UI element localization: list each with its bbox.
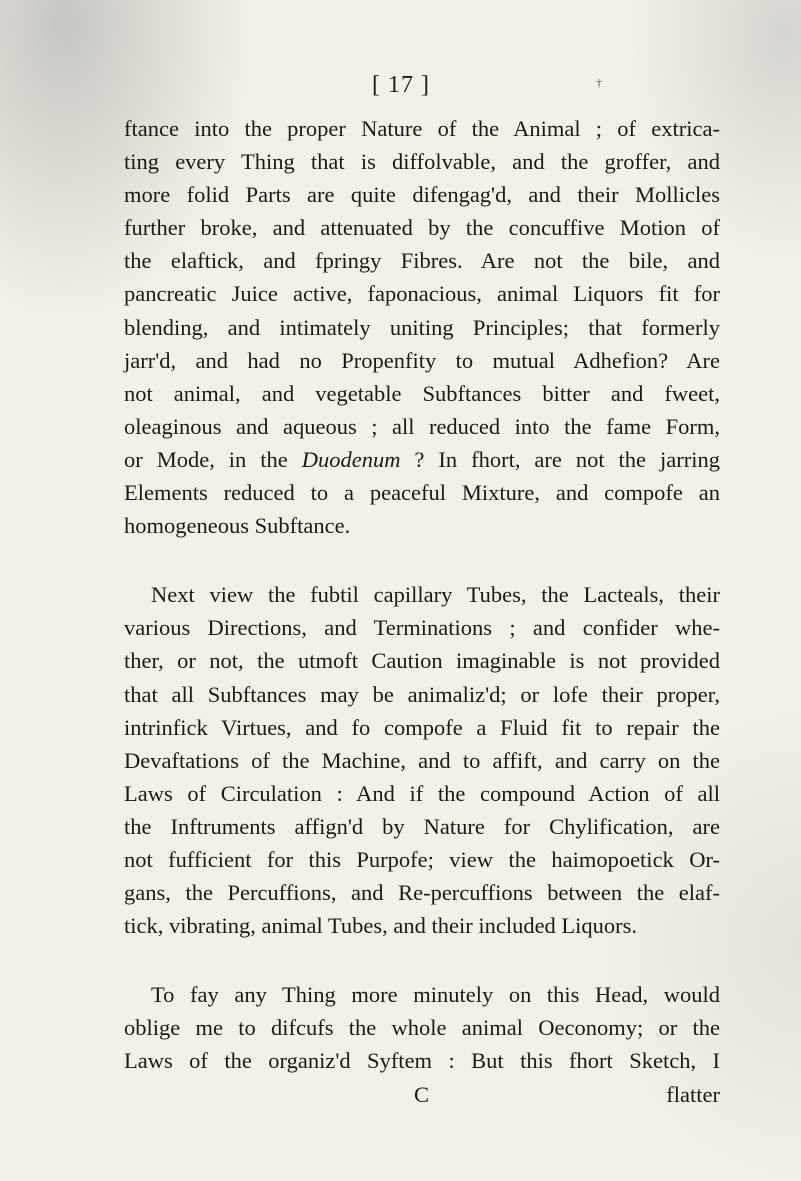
paragraph-gap: [124, 542, 720, 578]
paragraph-gap: [124, 942, 720, 978]
catchword: flatter: [666, 1081, 720, 1107]
text-line: oblige me to difcufs the whole animal Oeconomy; or the: [124, 1015, 720, 1041]
printer-mark: †: [596, 76, 603, 90]
signature-mark: C: [414, 1081, 430, 1107]
text-line: not fufficient for this Purpofe; view the haimopoetick Or-: [124, 846, 720, 872]
text-line: ting every Thing that is diffolvable, and the groffer, and: [124, 149, 720, 175]
text-line: tick, vibrating, animal Tubes, and their included Liquors.: [124, 913, 638, 939]
text-line: Laws of the organiz'd Syftem : But this fhort Sketch, I: [124, 1048, 720, 1074]
text-line: oleaginous and aqueous ; all reduced into the fame Form,: [124, 413, 720, 439]
text-line: that all Subftances may be animaliz'd; or lofe their proper,: [124, 681, 720, 707]
text-line: not animal, and vegetable Subftances bitter and fweet,: [124, 380, 720, 406]
text-line: To fay any Thing more minutely on this Head, would: [151, 982, 720, 1008]
text-line: or Mode, in the Duodenum ? In fhort, are not the jarring: [124, 446, 720, 472]
text-line: the Inftruments affign'd by Nature for Chylification, are: [124, 813, 720, 839]
text-line: intrinfick Virtues, and fo compofe a Fluid fit to repair the: [124, 714, 720, 740]
text-line: homogeneous Subftance.: [124, 513, 351, 539]
text-line: ther, or not, the utmoft Caution imaginable is not provided: [124, 648, 720, 674]
text-line: various Directions, and Terminations ; and confider whe-: [124, 615, 720, 641]
catch-line: [124, 1078, 720, 1111]
text-line: Next view the fubtil capillary Tubes, the Lacteals, their: [151, 582, 720, 608]
text-line: ftance into the proper Nature of the Animal ; of extrica-: [124, 116, 720, 141]
page-number: [ 17 ]: [372, 72, 430, 98]
paragraph-2: [124, 578, 720, 942]
paragraph-3: [124, 978, 720, 1077]
text-line: Laws of Circulation : And if the compound Action of all: [124, 780, 720, 806]
text-line: further broke, and attenuated by the concuffive Motion of: [124, 215, 720, 241]
text-line: blending, and intimately uniting Principles; that formerly: [124, 314, 720, 340]
text-line: Elements reduced to a peaceful Mixture, and compofe an: [124, 480, 720, 506]
text-line: gans, the Percuffions, and Re-percuffions between the elaf-: [124, 880, 720, 906]
text-line: the elaftick, and fpringy Fibres. Are not the bile, and: [124, 248, 720, 274]
text-line: Devaftations of the Machine, and to affift, and carry on the: [124, 747, 720, 773]
text-line: jarr'd, and had no Propenfity to mutual Adhefion? Are: [124, 347, 720, 373]
paragraph-1: [124, 112, 720, 542]
text-line: more folid Parts are quite difengag'd, and their Mollicles: [124, 182, 720, 208]
text-line: pancreatic Juice active, faponacious, animal Liquors fit for: [124, 281, 720, 307]
body-text: [124, 112, 720, 1111]
